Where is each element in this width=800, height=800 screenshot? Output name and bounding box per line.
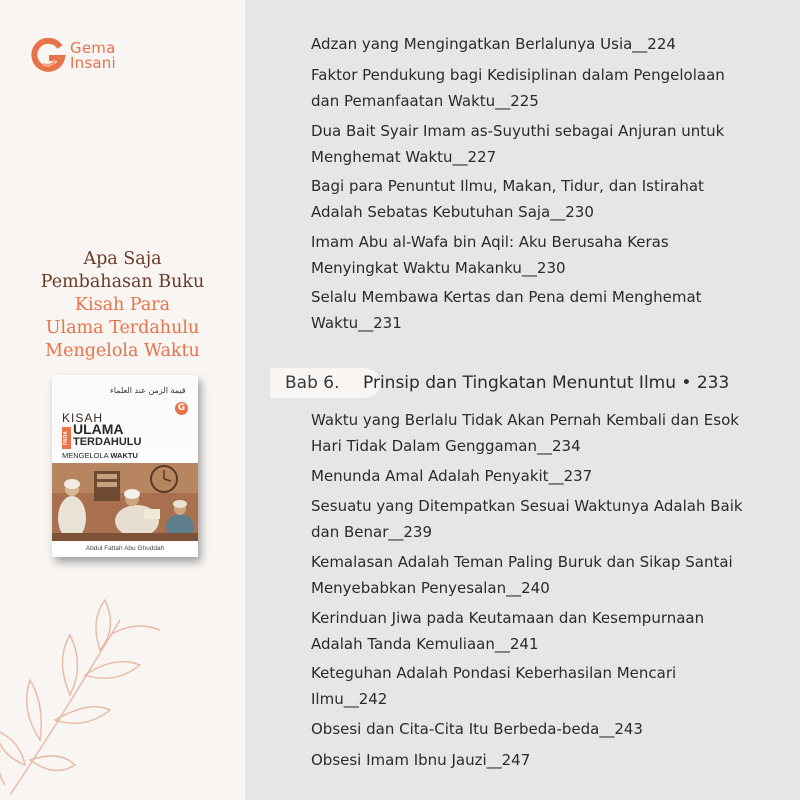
- toc-item-line: Dua Bait Syair Imam as-Suyuthi sebagai Anjuran untuk: [311, 122, 725, 140]
- toc-item-line: Obsesi Imam Ibnu Jauzi__247: [311, 751, 531, 769]
- toc-item[interactable]: [311, 493, 789, 545]
- headline-line1: Apa Saja: [83, 249, 162, 269]
- toc-item-line: Obsesi dan Cita-Cita Itu Berbeda-beda__243: [311, 720, 643, 738]
- toc-item[interactable]: [311, 747, 789, 773]
- toc-item[interactable]: [311, 463, 789, 489]
- toc-item[interactable]: [311, 284, 789, 336]
- toc-item[interactable]: [311, 716, 789, 742]
- toc-item-line: Menghemat Waktu__227: [311, 148, 497, 166]
- toc-item-line: Adzan yang Mengingatkan Berlalunya Usia__224: [311, 35, 676, 53]
- toc-item-line: Faktor Pendukung bagi Kedisiplinan dalam Pengelolaan: [311, 66, 725, 84]
- toc-item[interactable]: [311, 173, 789, 225]
- toc-item-line: Waktu__231: [311, 314, 402, 332]
- brand-name-line1: Gema: [70, 39, 116, 57]
- toc-item-line: Kemalasan Adalah Teman Paling Buruk dan Sikap Santai: [311, 553, 733, 571]
- book-subtitle: [62, 451, 138, 460]
- promo-headline: [0, 248, 245, 363]
- brand-name-line2: Insani: [70, 54, 116, 72]
- toc-item-line: Sesuatu yang Ditempatkan Sesuai Waktunya Adalah Baik: [311, 497, 743, 515]
- book-cover: [52, 375, 198, 557]
- chapter-heading[interactable]: [245, 362, 800, 406]
- toc-item-line: Bagi para Penuntut Ilmu, Makan, Tidur, dan Istirahat: [311, 177, 704, 195]
- toc-item-line: Waktu yang Berlalu Tidak Akan Pernah Kembali dan Esok: [311, 411, 739, 429]
- brand-logo[interactable]: [30, 38, 116, 74]
- gema-insani-logo-icon: [30, 38, 66, 74]
- toc-item[interactable]: [311, 31, 789, 57]
- toc-item-line: dan Pemanfaatan Waktu__225: [311, 92, 539, 110]
- book-title-kisah: KISAH: [62, 411, 104, 425]
- headline-line4: Ulama Terdahulu: [45, 318, 200, 338]
- book-publisher-logo-icon: G: [175, 402, 188, 415]
- toc-item-line: Menyingkat Waktu Makanku__230: [311, 259, 566, 277]
- book-title-para: PARA: [62, 427, 71, 449]
- toc-item[interactable]: [311, 118, 789, 170]
- toc-item-line: Selalu Membawa Kertas dan Pena demi Menghemat: [311, 288, 702, 306]
- toc-item[interactable]: [311, 660, 789, 712]
- toc-item-line: Menunda Amal Adalah Penyakit__237: [311, 467, 593, 485]
- book-arabic-title: قيمة الزمن عند العلماء: [110, 386, 186, 395]
- book-author: Abdul Fattah Abu Ghuddah: [52, 541, 198, 557]
- toc-item-line: Ilmu__242: [311, 690, 388, 708]
- toc-item[interactable]: [311, 549, 789, 601]
- toc-item-line: Hari Tidak Dalam Genggaman__234: [311, 437, 581, 455]
- toc-item-line: dan Benar__239: [311, 523, 433, 541]
- toc-item[interactable]: [311, 605, 789, 657]
- brand-name: [70, 41, 116, 71]
- book-cover-illustration: [52, 463, 198, 541]
- toc-item[interactable]: [311, 407, 789, 459]
- toc-item-line: Kerinduan Jiwa pada Keutamaan dan Kesempurnaan: [311, 609, 705, 627]
- toc-item-line: Keteguhan Adalah Pondasi Keberhasilan Mencari: [311, 664, 677, 682]
- toc-item[interactable]: [311, 229, 789, 281]
- toc-item-line: Adalah Tanda Kemuliaan__241: [311, 635, 539, 653]
- chapter-title: Prinsip dan Tingkatan Menuntut Ilmu • 233: [363, 373, 730, 393]
- toc-item-line: Imam Abu al-Wafa bin Aqil: Aku Berusaha Keras: [311, 233, 669, 251]
- leaf-decoration-icon: [0, 580, 245, 800]
- toc-item[interactable]: [311, 62, 789, 114]
- book-title-ulama: ULAMA: [73, 421, 124, 437]
- headline-line5: Mengelola Waktu: [45, 341, 200, 361]
- book-title-terdahulu: TERDAHULU: [73, 436, 142, 448]
- toc-item-line: Adalah Sebatas Kebutuhan Saja__230: [311, 203, 594, 221]
- chapter-label: Bab 6.: [285, 373, 340, 393]
- book-subtitle-mengelola: MENGELOLA: [62, 451, 109, 460]
- toc-item-line: Menyebabkan Penyesalan__240: [311, 579, 550, 597]
- headline-line2: Pembahasan Buku: [40, 272, 205, 292]
- left-panel: [0, 0, 245, 800]
- headline-line3: Kisah Para: [74, 295, 171, 315]
- book-subtitle-waktu: WAKTU: [110, 451, 138, 460]
